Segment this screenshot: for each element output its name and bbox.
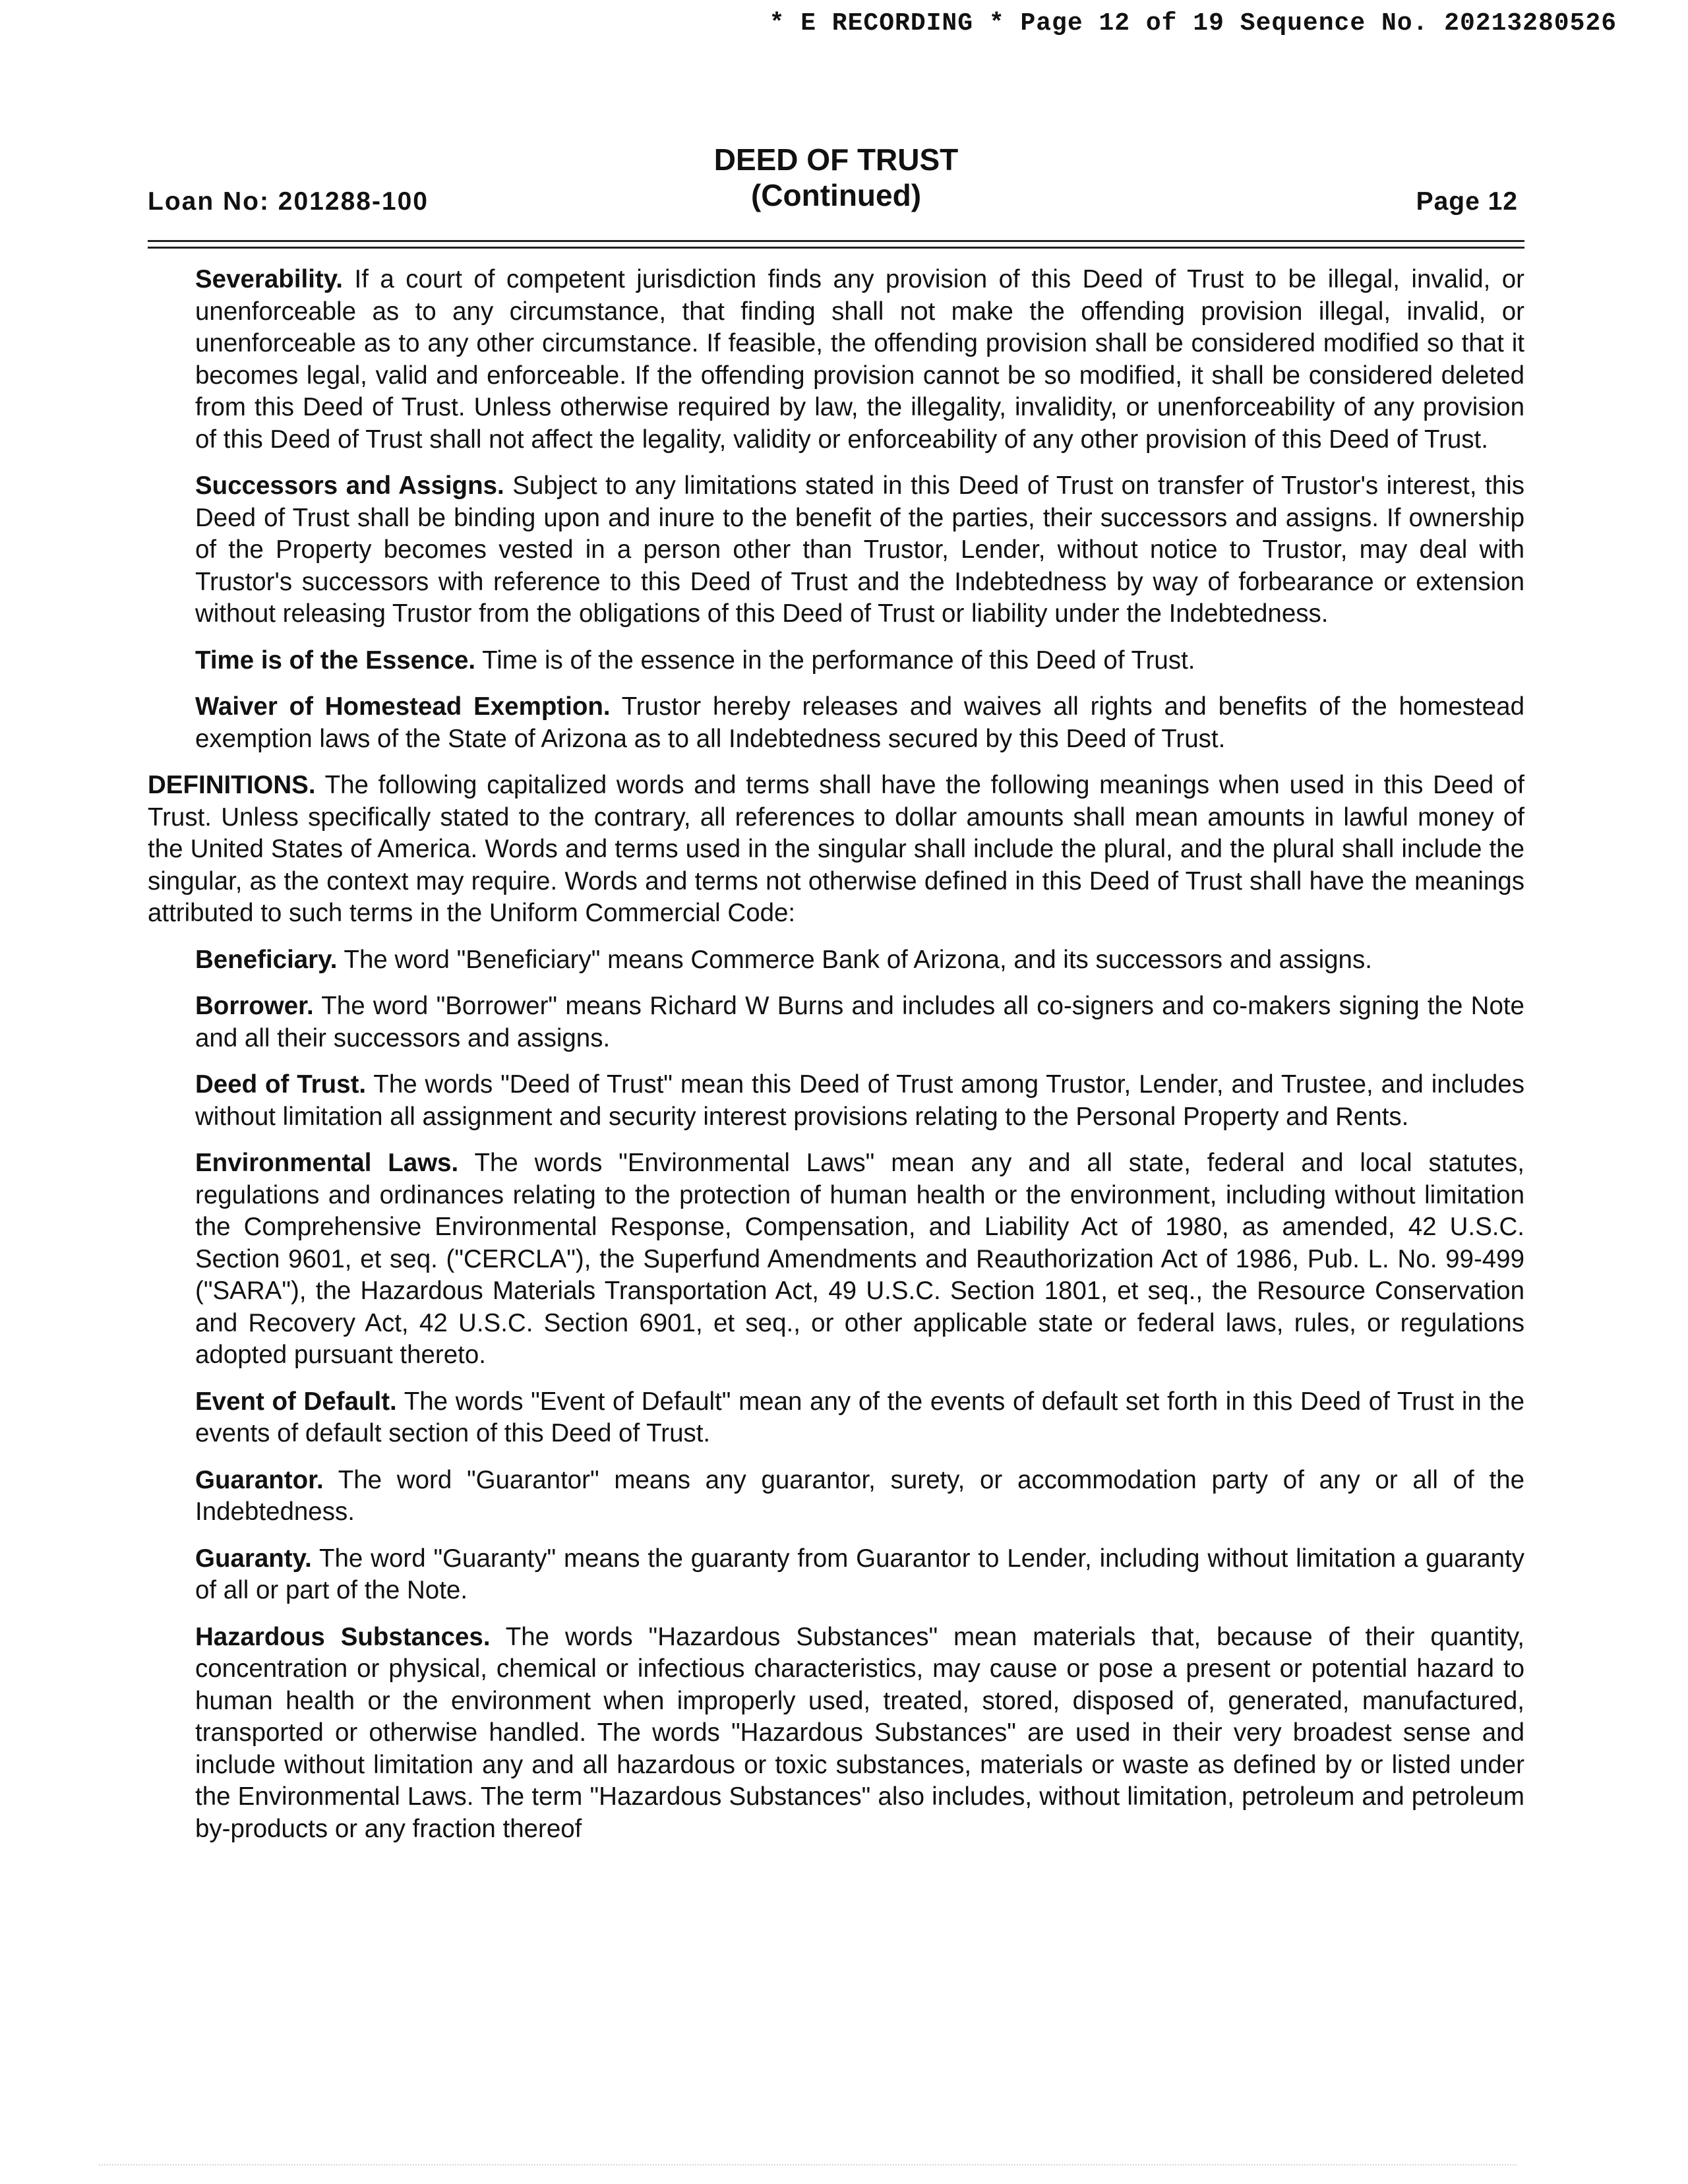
section-text: Subject to any limitations stated in this Deed of Trust on transfer of Trustor's interest, this Deed of Trust shall be binding upon and inure to the benefit of the parties, their successors and assigns. If ownership of the Property becomes vested in a person other than Trustor, Lender, without notice to Trustor, may deal with Trustor's successors with reference to this Deed of Trust and the Indebtedness by way of forbearance or extension without releasing Trustor from the obligations of this Deed of Trust or liability under the Indebtedness. <box>195 471 1525 628</box>
section-text: Time is of the essence in the performance of this Deed of Trust. <box>482 646 1195 675</box>
definition-term: Guaranty. <box>195 1544 312 1573</box>
section-severability <box>195 264 1524 456</box>
definition-text: The word "Guaranty" means the guaranty from Guarantor to Lender, including without limitation a guaranty of all or part of the Note. <box>195 1544 1524 1604</box>
definition-term: Beneficiary. <box>195 945 338 974</box>
definition-text: The words "Event of Default" mean any of the events of default set forth in this Deed of Trust in the events of default section of this Deed of Trust. <box>195 1387 1524 1447</box>
definitions-heading: DEFINITIONS. <box>148 771 316 799</box>
definition-term: Environmental Laws. <box>195 1149 459 1177</box>
header-rule-bottom <box>148 247 1524 249</box>
title-line-1: DEED OF TRUST <box>713 142 959 177</box>
definition-environmental-laws <box>195 1147 1524 1372</box>
definition-beneficiary <box>195 944 1524 977</box>
scan-noise-line <box>99 2164 1517 2171</box>
section-heading: Severability. <box>195 265 343 293</box>
definition-borrower <box>195 990 1524 1054</box>
section-heading: Successors and Assigns. <box>195 471 504 500</box>
definition-term: Event of Default. <box>195 1387 397 1416</box>
definition-term: Hazardous Substances. <box>195 1622 491 1651</box>
definition-text: The word "Beneficiary" means Commerce Bank of Arizona, and its successors and assigns. <box>344 945 1372 974</box>
definition-text: The words "Deed of Trust" mean this Deed of Trust among Trustor, Lender, and Trustee, and includes without limitation all assignment and security interest provisions relating to the Personal Property and Rents. <box>195 1070 1524 1131</box>
definition-guaranty <box>195 1543 1524 1607</box>
header-rule-top <box>148 240 1524 242</box>
page-number: Page 12 <box>1416 187 1518 216</box>
title-line-2: (Continued) <box>750 178 922 212</box>
section-heading: Waiver of Homestead Exemption. <box>195 692 611 721</box>
recording-stamp: * E RECORDING * Page 12 of 19 Sequence No. 20213280526 <box>769 9 1617 38</box>
definition-term: Borrower. <box>195 992 314 1020</box>
section-successors-and-assigns <box>195 470 1524 630</box>
definitions-intro-text: The following capitalized words and terms shall have the following meanings when used in this Deed of Trust. Unless specifically stated to the contrary, all references to dollar amounts shall mean amounts in lawful money of the United States of America. Words and terms used in the singular shall include the plural, and the plural shall include the singular, as the context may require. Words and terms not otherwise defined in this Deed of Trust shall have the meanings attributed to such terms in the Uniform Commercial Code: <box>148 771 1524 927</box>
section-waiver-homestead <box>195 691 1524 755</box>
section-text: Trustor hereby releases and waives all rights and benefits of the homestead exemption laws of the State of Arizona as to all Indebtedness secured by this Deed of Trust. <box>195 692 1524 753</box>
definition-deed-of-trust <box>195 1069 1524 1133</box>
definition-hazardous-substances <box>195 1622 1524 1846</box>
definitions-intro <box>148 770 1524 930</box>
section-heading: Time is of the Essence. <box>195 646 476 675</box>
definition-event-of-default <box>195 1386 1524 1450</box>
section-text: If a court of competent jurisdiction finds any provision of this Deed of Trust to be illegal, invalid, or unenforceable as to any circumstance, that finding shall not make the offending provision illegal, invalid, or unenforceable as to any other circumstance. If feasible, the offending provision shall be considered modified so that it becomes legal, valid and enforceable. If the offending provision cannot be so modified, it shall be considered deleted from this Deed of Trust. Unless otherwise required by law, the illegality, invalidity, or unenforceability of any provision of this Deed of Trust shall not affect the legality, validity or enforceability of any other provision of this Deed of Trust. <box>195 265 1524 454</box>
loan-number: Loan No: 201288-100 <box>148 187 429 216</box>
document-body <box>148 264 1524 1860</box>
definition-guarantor <box>195 1465 1524 1529</box>
definition-term: Deed of Trust. <box>195 1070 367 1099</box>
definition-term: Guarantor. <box>195 1465 324 1494</box>
document-title <box>148 142 1524 213</box>
definition-text: The words "Hazardous Substances" mean materials that, because of their quantity, concentration or physical, chemical or infectious characteristics, may cause or pose a present or potential hazard to human health or the environment when improperly used, treated, stored, disposed of, generated, manufactured, transported or otherwise handled. The words "Hazardous Substances" are used in their very broadest sense and include without limitation any and all hazardous or toxic substances, materials or waste as defined by or listed under the Environmental Laws. The term "Hazardous Substances" also includes, without limitation, petroleum and petroleum by-products or any fraction thereof <box>195 1622 1525 1843</box>
definition-text: The word "Borrower" means Richard W Burns and includes all co-signers and co-makers signing the Note and all their successors and assigns. <box>195 992 1524 1052</box>
definition-text: The words "Environmental Laws" mean any and all state, federal and local statutes, regulations and ordinances relating to the protection of human health or the environment, including without limitation the Comprehensive Environmental Response, Compensation, and Liability Act of 1980, as amended, 42 U.S.C. Section 9601, et seq. ("CERCLA"), the Superfund Amendments and Reauthorization Act of 1986, Pub. L. No. 99-499 ("SARA"), the Hazardous Materials Transportation Act, 49 U.S.C. Section 1801, et seq., the Resource Conservation and Recovery Act, 42 U.S.C. Section 6901, et seq., or other applicable state or federal laws, rules, or regulations adopted pursuant thereto. <box>195 1149 1524 1369</box>
definition-text: The word "Guarantor" means any guarantor, surety, or accommodation party of any or all of the Indebtedness. <box>195 1465 1524 1526</box>
document-header <box>148 142 1524 218</box>
section-time-of-essence <box>195 645 1524 677</box>
